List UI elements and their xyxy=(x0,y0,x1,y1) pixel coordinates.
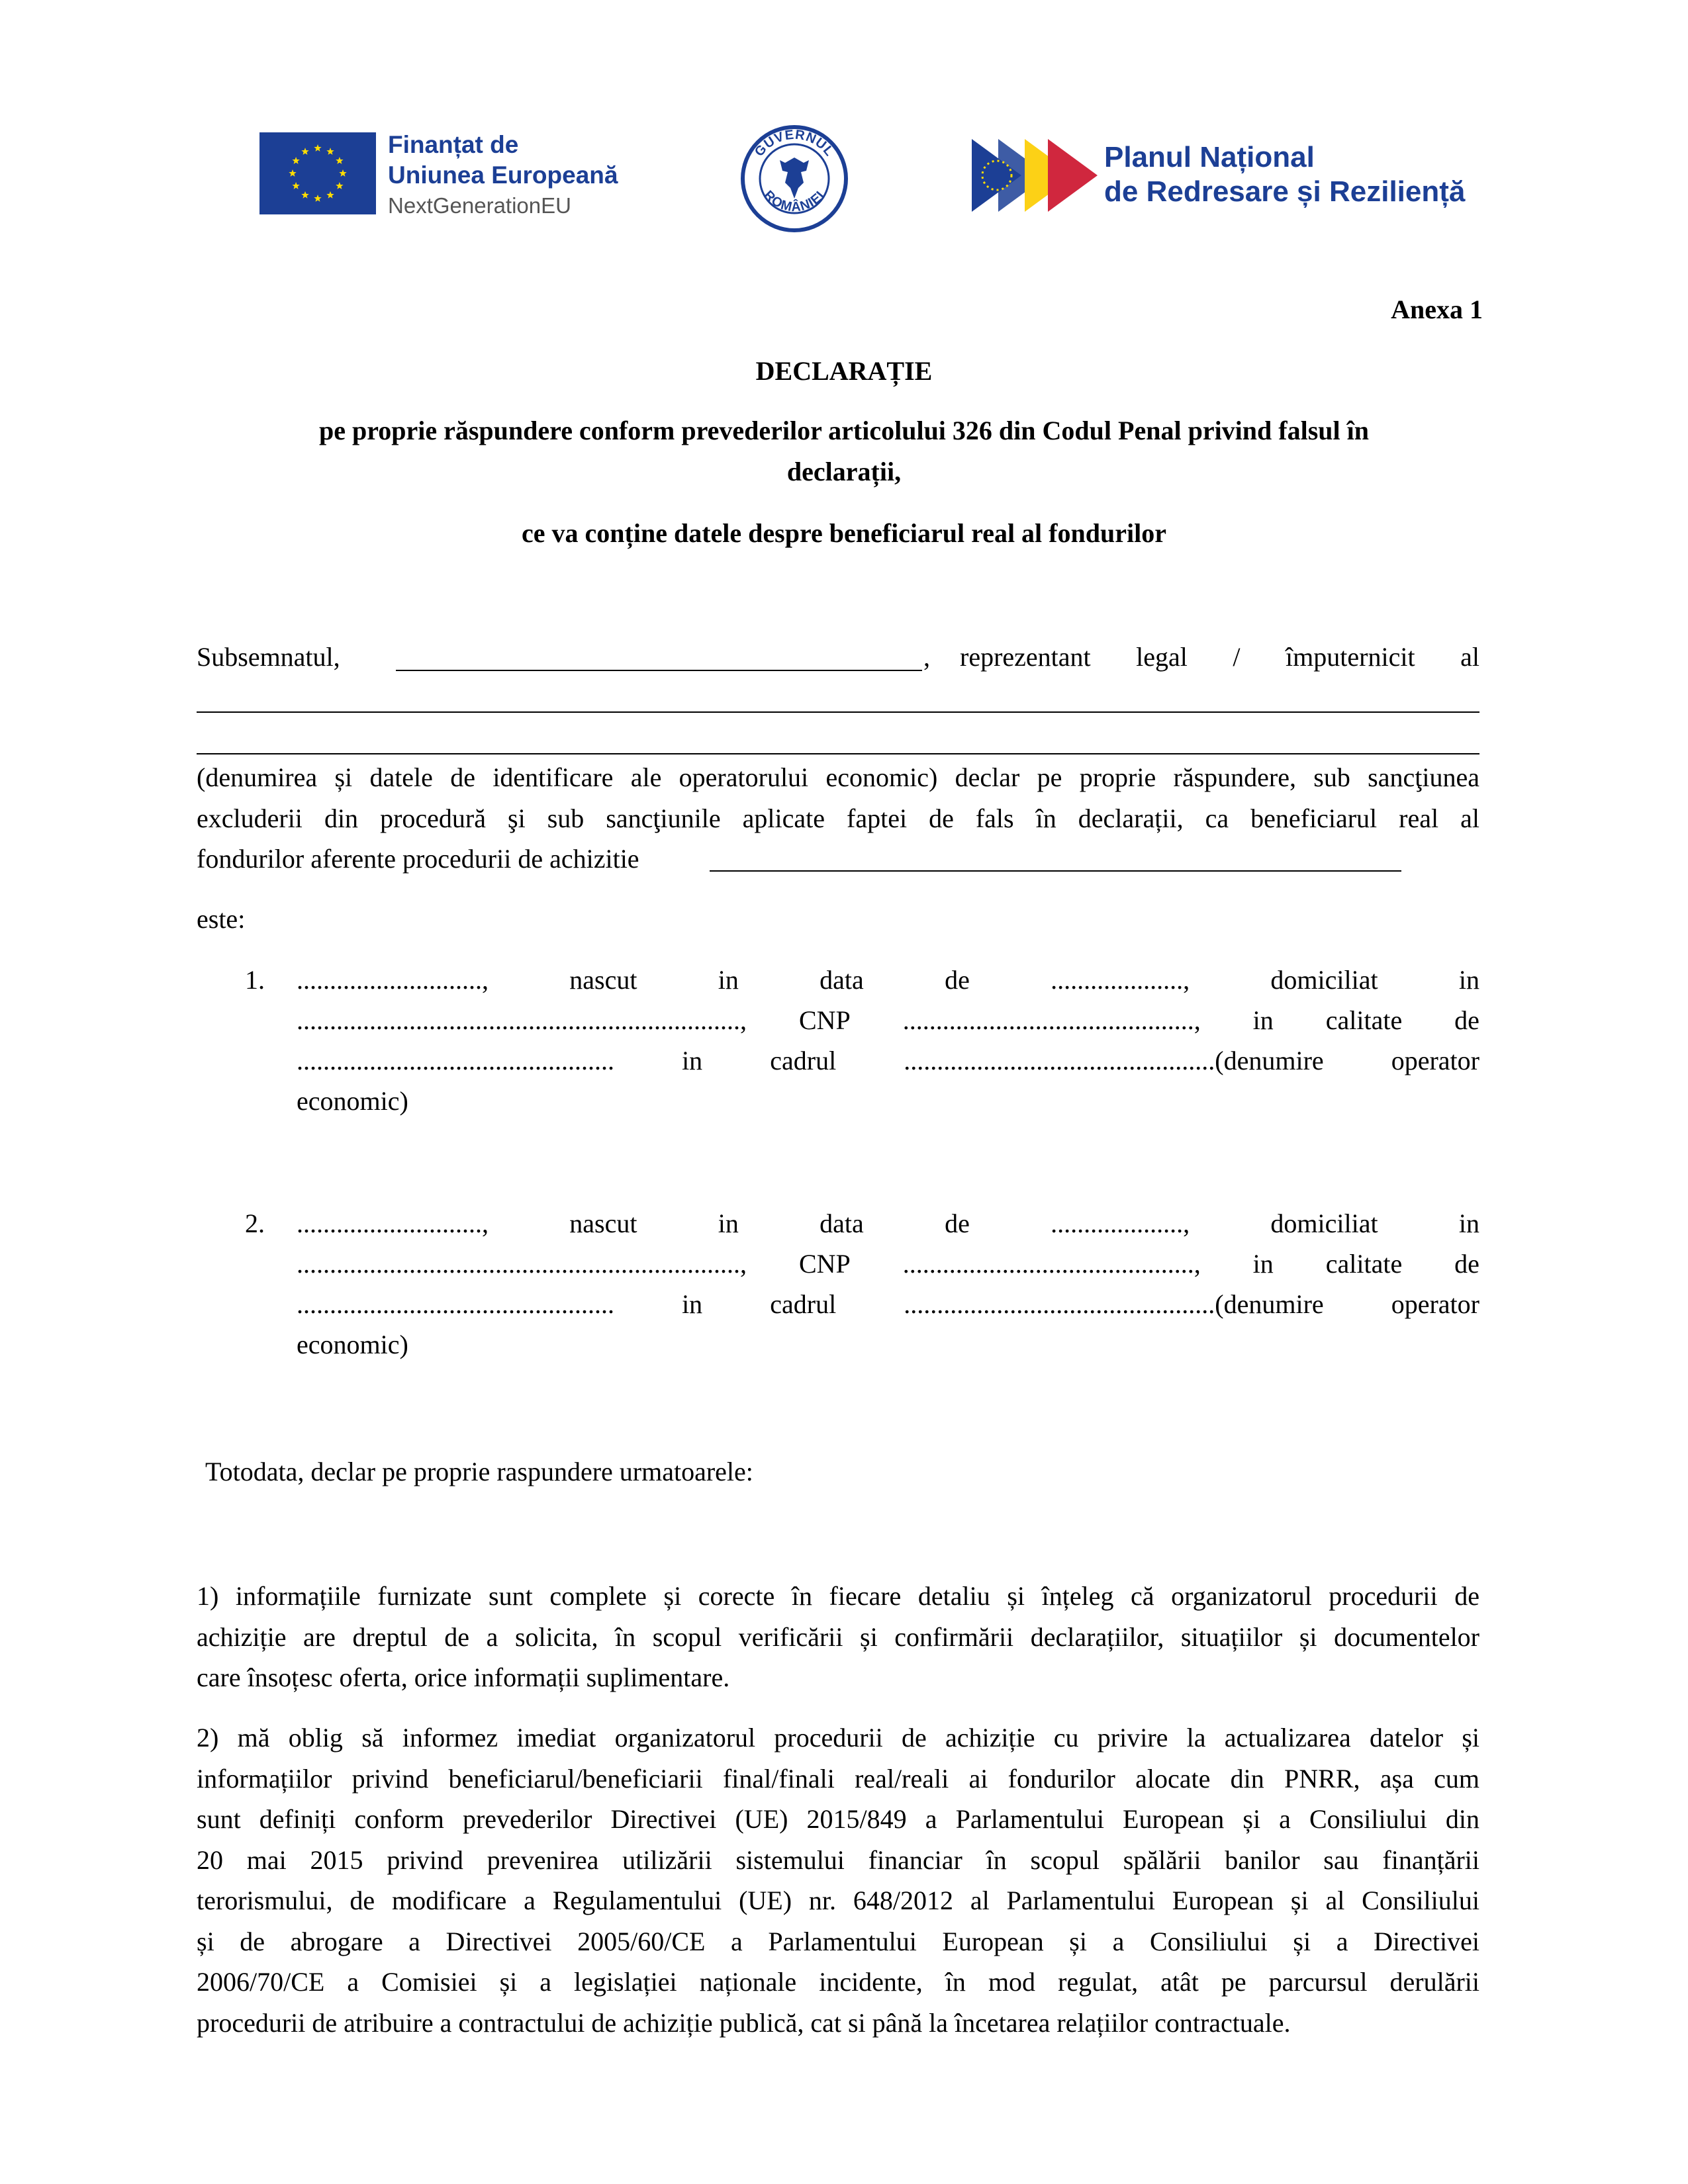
entry-cell: CNP xyxy=(798,1249,851,1279)
pnrr-logo-line1: Planul Național xyxy=(1104,141,1315,173)
paragraph-line: care însoțesc oferta, orice informații suplimentare. xyxy=(197,1662,730,1692)
entry-cell: domiciliat xyxy=(1270,1208,1378,1238)
paragraph-line: și de abrogare a Directivei 2005/60/CE a Parlamentului European și a Consiliului și a Directivei xyxy=(197,1926,1479,1956)
paragraph-line: 2006/70/CE a Comisiei și a legislației naționale incidente, în mod regulat, atât pe parcursul derulării xyxy=(197,1967,1479,1997)
eu-funding-logo xyxy=(259,130,617,217)
entry-cell: operator xyxy=(1391,1046,1479,1075)
paragraph-line: terorismului, de modificare a Regulamentului (UE) nr. 648/2012 al Parlamentului European și al Consiliului xyxy=(197,1886,1479,1915)
entry-cell: ...............................................(denumire xyxy=(904,1289,1324,1319)
entry-cell: in xyxy=(718,1208,739,1238)
rep-word: împuternicit xyxy=(1286,642,1415,672)
rep-word: al xyxy=(1460,642,1479,672)
entry-number: 1. xyxy=(245,965,265,995)
entry-cell: in xyxy=(718,965,739,995)
paragraph-line: 20 mai 2015 privind prevenirea utilizării sistemului financiar în scopul spălării banilor sau finanțării xyxy=(197,1844,1479,1875)
entry-cell: CNP xyxy=(798,1005,851,1035)
annex-label: Anexa 1 xyxy=(1391,295,1483,324)
entry-cell: ...................., xyxy=(1051,1208,1190,1238)
paragraph-line: informațiilor privind beneficiarul/beneficiarii final/finali real/reali ai fondurilor alocate din PNRR, așa cum xyxy=(197,1763,1479,1794)
rep-word: reprezentant xyxy=(960,642,1091,672)
entry-cell: ..................................................................., xyxy=(297,1249,747,1279)
entry-cell: in xyxy=(1458,1208,1479,1238)
entry-cell: calitate xyxy=(1325,1249,1403,1279)
entry-economic: economic) xyxy=(297,1330,408,1359)
paragraph-line: 1) informațiile furnizate sunt complete și corecte în fiecare detaliu și înțeleg că organizatorul procedurii de xyxy=(197,1581,1479,1611)
svg-text:GUVERNUL: GUVERNUL xyxy=(751,127,837,159)
document-subtitle-line1: pe proprie răspundere conform prevederilor articolului 326 din Codul Penal privind falsul în xyxy=(318,416,1370,445)
entry-cell: de xyxy=(945,965,970,995)
entry-cell: ............................................, xyxy=(902,1249,1201,1279)
pnrr-logo xyxy=(972,132,1488,218)
entry-row xyxy=(297,1203,1479,1244)
entry-row xyxy=(297,1284,1479,1325)
entry-cell: de xyxy=(945,1208,970,1238)
entry-cell: cadrul xyxy=(770,1046,837,1075)
entry-cell: ................................................ xyxy=(297,1289,614,1319)
svg-text:ROMÂNIEI: ROMÂNIEI xyxy=(761,187,828,215)
name-fill-line[interactable] xyxy=(396,670,922,671)
document-subtitle-line3: ce va conține datele despre beneficiarul real al fondurilor xyxy=(522,518,1166,548)
entry-cell: ...................., xyxy=(1051,965,1190,995)
entry-economic: economic) xyxy=(297,1086,408,1116)
este-label: este: xyxy=(197,904,246,934)
entry-cell: de xyxy=(1454,1005,1479,1035)
rep-word: legal xyxy=(1136,642,1188,672)
romanian-government-seal xyxy=(735,119,854,238)
statement-point-1 xyxy=(197,1576,1479,1698)
paragraph-line: fondurilor aferente procedurii de achizitie xyxy=(197,844,639,874)
declaration-paragraph xyxy=(197,757,1479,880)
entry-cell: ............................, xyxy=(297,965,489,995)
entry-cell: de xyxy=(1454,1249,1479,1279)
representative-text xyxy=(960,637,1479,678)
entry-cell: in xyxy=(682,1289,703,1319)
document-subtitle-line2: declarații, xyxy=(786,457,902,486)
entry-cell: ................................................ xyxy=(297,1046,614,1075)
rep-word: / xyxy=(1233,642,1241,672)
eu-logo-line1: Finanțat de xyxy=(388,131,519,158)
entry-row xyxy=(297,1040,1479,1081)
paragraph-line: sunt definiți conform prevederilor Directivei (UE) 2015/849 a Parlamentului European și a Consiliului din xyxy=(197,1804,1479,1834)
eu-logo-text xyxy=(388,130,618,221)
operator-fill-line-2[interactable] xyxy=(197,753,1479,754)
entry-cell: cadrul xyxy=(770,1289,837,1319)
entry-number: 2. xyxy=(245,1208,265,1238)
entry-row xyxy=(297,960,1479,1001)
entry-cell: ..................................................................., xyxy=(297,1005,747,1035)
paragraph-line: excluderii din procedură şi sub sancţiunile aplicate faptei de fals în declarații, ca beneficiarul real al xyxy=(197,803,1479,833)
eu-logo-line2: Uniunea Europeană xyxy=(388,161,618,189)
eu-flag-icon xyxy=(259,132,376,214)
entry-cell: calitate xyxy=(1325,1005,1403,1035)
entry-row xyxy=(297,1244,1479,1285)
entry-cell: in xyxy=(682,1046,703,1075)
paragraph-line: 2) mă oblig să informez imediat organizatorul procedurii de achiziție cu privire la actualizarea datelor și xyxy=(197,1723,1479,1752)
statement-point-2 xyxy=(197,1717,1479,2043)
entry-cell: in xyxy=(1458,965,1479,995)
paragraph-line: procedurii de atribuire a contractului de achiziție publică, cat si până la încetarea relațiilor contractuale. xyxy=(197,2007,1291,2038)
subsemnatul-label: Subsemnatul, xyxy=(197,642,340,672)
totodata-statement: Totodata, declar pe proprie raspundere urmatoarele: xyxy=(205,1457,753,1486)
entry-cell: in xyxy=(1252,1249,1274,1279)
operator-fill-line-1[interactable] xyxy=(197,711,1479,713)
entry-cell: data xyxy=(820,965,864,995)
entry-cell: nascut xyxy=(569,965,637,995)
document-title: DECLARAȚIE xyxy=(755,356,933,386)
entry-cell: domiciliat xyxy=(1270,965,1378,995)
name-comma: , xyxy=(923,642,930,672)
entry-cell: data xyxy=(820,1208,864,1238)
pnrr-logo-line2: de Redresare și Reziliență xyxy=(1104,175,1466,208)
pnrr-logo-text xyxy=(1104,140,1465,209)
procedure-fill-line[interactable] xyxy=(710,870,1401,872)
entry-cell: in xyxy=(1252,1005,1274,1035)
entry-cell: ...............................................(denumire xyxy=(904,1046,1324,1075)
entry-cell: ............................, xyxy=(297,1208,489,1238)
entry-cell: operator xyxy=(1391,1289,1479,1319)
paragraph-line: achiziție are dreptul de a solicita, în scopul verificării și confirmării declarațiilor, situațiilor și documentelor xyxy=(197,1621,1479,1652)
entry-row xyxy=(297,1000,1479,1041)
entry-cell: ............................................, xyxy=(902,1005,1201,1035)
eu-logo-line3: NextGenerationEU xyxy=(388,193,571,218)
paragraph-line: (denumirea și datele de identificare ale operatorului economic) declar pe proprie răspundere, sub sancţiunea xyxy=(197,762,1479,792)
entry-cell: nascut xyxy=(569,1208,637,1238)
